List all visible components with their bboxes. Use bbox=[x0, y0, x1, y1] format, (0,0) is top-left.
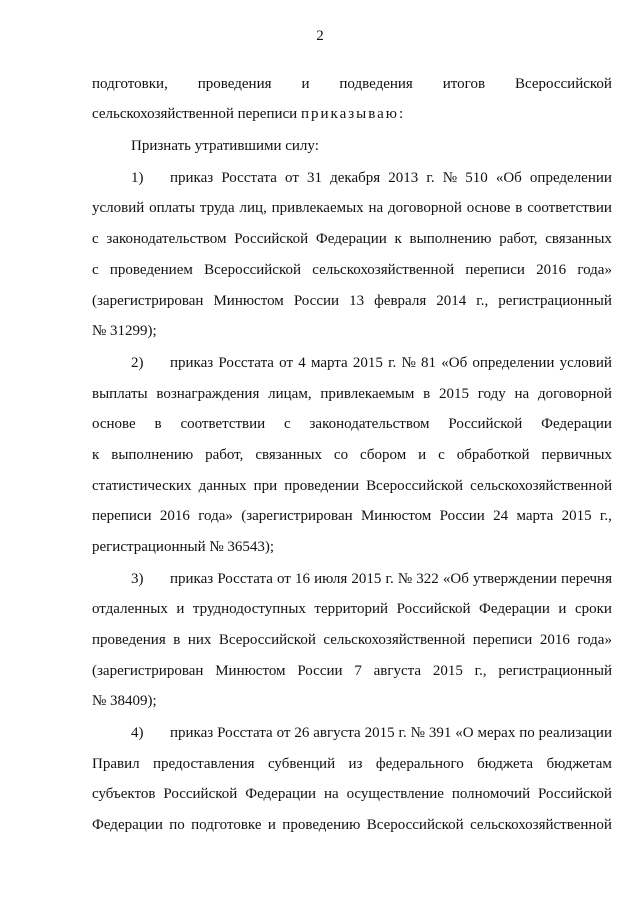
text-line bbox=[92, 199, 612, 217]
word: «О bbox=[455, 725, 474, 741]
word: проведения bbox=[197, 76, 272, 92]
word: в bbox=[515, 200, 523, 216]
word: лицам, bbox=[268, 386, 312, 402]
word: соответствии bbox=[527, 200, 612, 216]
text-line bbox=[170, 354, 612, 372]
word: Российской bbox=[538, 786, 612, 802]
word: связанных bbox=[545, 231, 612, 247]
word: 322 bbox=[416, 571, 439, 587]
word: 2015 bbox=[364, 725, 395, 741]
word: (зарегистрирован bbox=[92, 663, 204, 679]
word: сбором bbox=[360, 447, 407, 463]
text-line bbox=[92, 105, 612, 123]
word: определении bbox=[472, 355, 555, 371]
word: и bbox=[301, 76, 310, 92]
word: осуществление bbox=[346, 786, 444, 802]
word: на bbox=[323, 786, 339, 802]
word: утверждении bbox=[472, 571, 557, 587]
word: года» bbox=[198, 508, 233, 524]
word: года» bbox=[577, 262, 612, 278]
word: с bbox=[92, 231, 99, 247]
text-fragment: сельскохозяйственной переписи bbox=[92, 106, 301, 122]
word: Минюстом bbox=[213, 293, 284, 309]
text-line: Признать утратившими силу: bbox=[131, 138, 319, 154]
word: статистических bbox=[92, 478, 192, 494]
word: Всероссийской bbox=[204, 262, 302, 278]
text-line bbox=[170, 570, 612, 588]
word: марта bbox=[310, 355, 348, 371]
text-line bbox=[92, 785, 612, 803]
word: проведения bbox=[92, 632, 166, 648]
word: России bbox=[297, 663, 343, 679]
word: переписи bbox=[92, 508, 152, 524]
word: труднодоступных bbox=[192, 601, 306, 617]
word: переписи bbox=[465, 262, 525, 278]
word: Федерации bbox=[541, 416, 612, 432]
list-item-number: 4) bbox=[131, 725, 144, 741]
word: связанных bbox=[255, 447, 322, 463]
word: (зарегистрирован bbox=[92, 293, 204, 309]
word: Всероссийской bbox=[366, 817, 464, 833]
word: перечня bbox=[561, 571, 612, 587]
word: 2013 bbox=[388, 170, 419, 186]
text-line bbox=[92, 600, 612, 618]
text-line bbox=[92, 385, 612, 403]
word: г., bbox=[599, 508, 612, 524]
word: обработкой bbox=[456, 447, 530, 463]
word: 4 bbox=[298, 355, 306, 371]
word: Росстата bbox=[217, 725, 273, 741]
word: Федерации bbox=[315, 231, 387, 247]
list-item-number: 2) bbox=[131, 355, 144, 371]
word: с bbox=[438, 447, 445, 463]
word: г. bbox=[388, 355, 397, 371]
text-line bbox=[92, 292, 612, 310]
word: и bbox=[176, 601, 185, 617]
word: Всероссийской bbox=[218, 632, 316, 648]
word: мерах bbox=[477, 725, 516, 741]
word: законодательством bbox=[106, 231, 227, 247]
list-item-first-line bbox=[131, 724, 612, 742]
word: 26 bbox=[294, 725, 310, 741]
emphasized-word: приказываю bbox=[300, 106, 399, 122]
word: Федерации bbox=[245, 786, 317, 802]
word: марта bbox=[516, 508, 554, 524]
word: предоставления bbox=[153, 756, 255, 772]
word: № bbox=[410, 725, 425, 741]
word: законодательством bbox=[309, 416, 430, 432]
word: Росстата bbox=[218, 355, 274, 371]
text-line bbox=[92, 755, 612, 773]
text-fragment: : bbox=[398, 106, 404, 122]
word: полномочий bbox=[451, 786, 531, 802]
text-line: № 38409); bbox=[92, 693, 157, 709]
word: Всероссийской bbox=[366, 478, 464, 494]
list-item-first-line bbox=[131, 570, 612, 588]
word: труда bbox=[199, 200, 235, 216]
text-line bbox=[92, 477, 612, 495]
word: лиц, bbox=[239, 200, 267, 216]
text-line bbox=[92, 507, 612, 525]
word: Федерации bbox=[92, 817, 163, 833]
word: в bbox=[154, 416, 162, 432]
word: 2015 bbox=[352, 355, 383, 371]
word: оплаты bbox=[149, 200, 196, 216]
list-item-number: 3) bbox=[131, 571, 144, 587]
text-line bbox=[170, 169, 612, 187]
word: проведении bbox=[284, 478, 360, 494]
list-item-first-line bbox=[131, 354, 612, 372]
word: условий bbox=[92, 200, 145, 216]
word: выполнению bbox=[409, 231, 492, 247]
word: субъектов bbox=[92, 786, 156, 802]
word: Минюстом bbox=[215, 663, 286, 679]
word: России bbox=[293, 293, 340, 309]
word: 2015 bbox=[561, 508, 592, 524]
word: по bbox=[519, 725, 535, 741]
word: с bbox=[284, 416, 291, 432]
word: 391 bbox=[428, 725, 452, 741]
word: «Об bbox=[495, 170, 522, 186]
text-line bbox=[92, 662, 612, 680]
word: подготовке bbox=[191, 817, 262, 833]
word: с bbox=[92, 262, 99, 278]
text-line bbox=[92, 75, 612, 93]
word: из bbox=[348, 756, 363, 772]
word: первичных bbox=[541, 447, 612, 463]
word: от bbox=[276, 571, 291, 587]
word: переписи bbox=[472, 632, 533, 648]
word: проведению bbox=[282, 817, 361, 833]
word: Российской bbox=[448, 416, 523, 432]
word: в bbox=[423, 386, 431, 402]
word: Правил bbox=[92, 756, 140, 772]
text-line bbox=[92, 230, 612, 248]
word: Российской bbox=[163, 786, 238, 802]
word: Российской bbox=[396, 601, 471, 617]
text-line: № 31299); bbox=[92, 323, 157, 339]
word: при bbox=[253, 478, 278, 494]
word: привлекаемым bbox=[320, 386, 415, 402]
word: в bbox=[173, 632, 181, 648]
word: 31 bbox=[307, 170, 322, 186]
word: г., bbox=[474, 663, 487, 679]
word: итогов bbox=[442, 76, 486, 92]
word: Росстата bbox=[221, 170, 277, 186]
word: данных bbox=[198, 478, 247, 494]
word: и bbox=[267, 817, 276, 833]
word: и bbox=[418, 447, 427, 463]
word: России bbox=[439, 508, 485, 524]
word: г., bbox=[476, 293, 489, 309]
word: № bbox=[442, 170, 458, 186]
text-line bbox=[92, 415, 612, 433]
word: работ, bbox=[499, 231, 538, 247]
word: приказ bbox=[170, 571, 214, 587]
word: выплаты bbox=[92, 386, 148, 402]
word: сельскохозяйственной bbox=[470, 817, 612, 833]
word: (зарегистрирован bbox=[241, 508, 353, 524]
word: приказ bbox=[170, 355, 214, 371]
word: проведением bbox=[109, 262, 193, 278]
word: приказ bbox=[170, 170, 214, 186]
word: работ, bbox=[205, 447, 244, 463]
word: декабря bbox=[330, 170, 381, 186]
word: отдаленных bbox=[92, 601, 168, 617]
word: основе bbox=[92, 416, 136, 432]
text-line bbox=[92, 261, 612, 279]
word: от bbox=[285, 170, 299, 186]
word: 13 bbox=[349, 293, 365, 309]
word: регистрационный bbox=[498, 293, 612, 309]
word: 2015 bbox=[432, 663, 463, 679]
word: 7 bbox=[354, 663, 362, 679]
word: определении bbox=[529, 170, 612, 186]
word: них bbox=[187, 632, 212, 648]
word: сроки bbox=[574, 601, 612, 617]
word: 2016 bbox=[159, 508, 190, 524]
word: Росстата bbox=[217, 571, 273, 587]
text-line bbox=[92, 816, 612, 834]
word: 2016 bbox=[536, 262, 567, 278]
word: к bbox=[394, 231, 402, 247]
text-line bbox=[92, 446, 612, 464]
word: Российской bbox=[234, 231, 309, 247]
word: 2015 bbox=[351, 571, 382, 587]
word: от bbox=[276, 725, 291, 741]
word: от bbox=[279, 355, 294, 371]
list-item-first-line bbox=[131, 169, 612, 187]
word: № bbox=[397, 571, 413, 587]
word: реализации bbox=[538, 725, 612, 741]
word: августа bbox=[373, 663, 422, 679]
word: сельскохозяйственной bbox=[312, 262, 455, 278]
word: 2016 bbox=[539, 632, 570, 648]
word: 2014 bbox=[436, 293, 467, 309]
word: условий bbox=[559, 355, 612, 371]
word: года» bbox=[577, 632, 612, 648]
word: Всероссийской bbox=[514, 76, 612, 92]
word: «Об bbox=[441, 355, 468, 371]
word: к bbox=[92, 447, 100, 463]
word: 510 bbox=[465, 170, 488, 186]
word: году bbox=[477, 386, 506, 402]
page-number: 2 bbox=[316, 28, 324, 44]
word: г. bbox=[426, 170, 435, 186]
word: подготовки, bbox=[92, 76, 168, 92]
word: со bbox=[333, 447, 349, 463]
word: подведения bbox=[339, 76, 413, 92]
text-line bbox=[170, 724, 612, 742]
word: субвенций bbox=[267, 756, 336, 772]
word: № bbox=[401, 355, 416, 371]
word: договорной bbox=[387, 200, 462, 216]
word: 16 bbox=[294, 571, 310, 587]
list-item-number: 1) bbox=[131, 170, 144, 186]
word: 81 bbox=[421, 355, 437, 371]
word: сельскохозяйственной bbox=[470, 478, 612, 494]
word: «Об bbox=[442, 571, 469, 587]
word: договорной bbox=[537, 386, 612, 402]
word: г. bbox=[385, 571, 394, 587]
word: 24 bbox=[493, 508, 509, 524]
word: июля bbox=[314, 571, 348, 587]
word: приказ bbox=[170, 725, 214, 741]
word: соответствии bbox=[180, 416, 266, 432]
word: и bbox=[558, 601, 567, 617]
word: привлекаемых bbox=[271, 200, 364, 216]
word: на bbox=[514, 386, 530, 402]
word: регистрационный bbox=[498, 663, 612, 679]
word: по bbox=[169, 817, 185, 833]
word: на bbox=[368, 200, 384, 216]
word: г. bbox=[398, 725, 407, 741]
word: 2015 bbox=[439, 386, 469, 402]
text-line bbox=[92, 631, 612, 649]
word: выполнению bbox=[111, 447, 194, 463]
word: сельскохозяйственной bbox=[323, 632, 466, 648]
word: Федерации bbox=[479, 601, 550, 617]
word: Минюстом bbox=[360, 508, 432, 524]
word: вознаграждения bbox=[156, 386, 260, 402]
word: основе bbox=[466, 200, 511, 216]
word: территорий bbox=[314, 601, 389, 617]
word: бюджетам bbox=[546, 756, 612, 772]
word: февраля bbox=[374, 293, 427, 309]
word: федерального bbox=[375, 756, 464, 772]
text-line: регистрационный № 36543); bbox=[92, 539, 275, 555]
word: августа bbox=[313, 725, 361, 741]
word: бюджета bbox=[477, 756, 534, 772]
